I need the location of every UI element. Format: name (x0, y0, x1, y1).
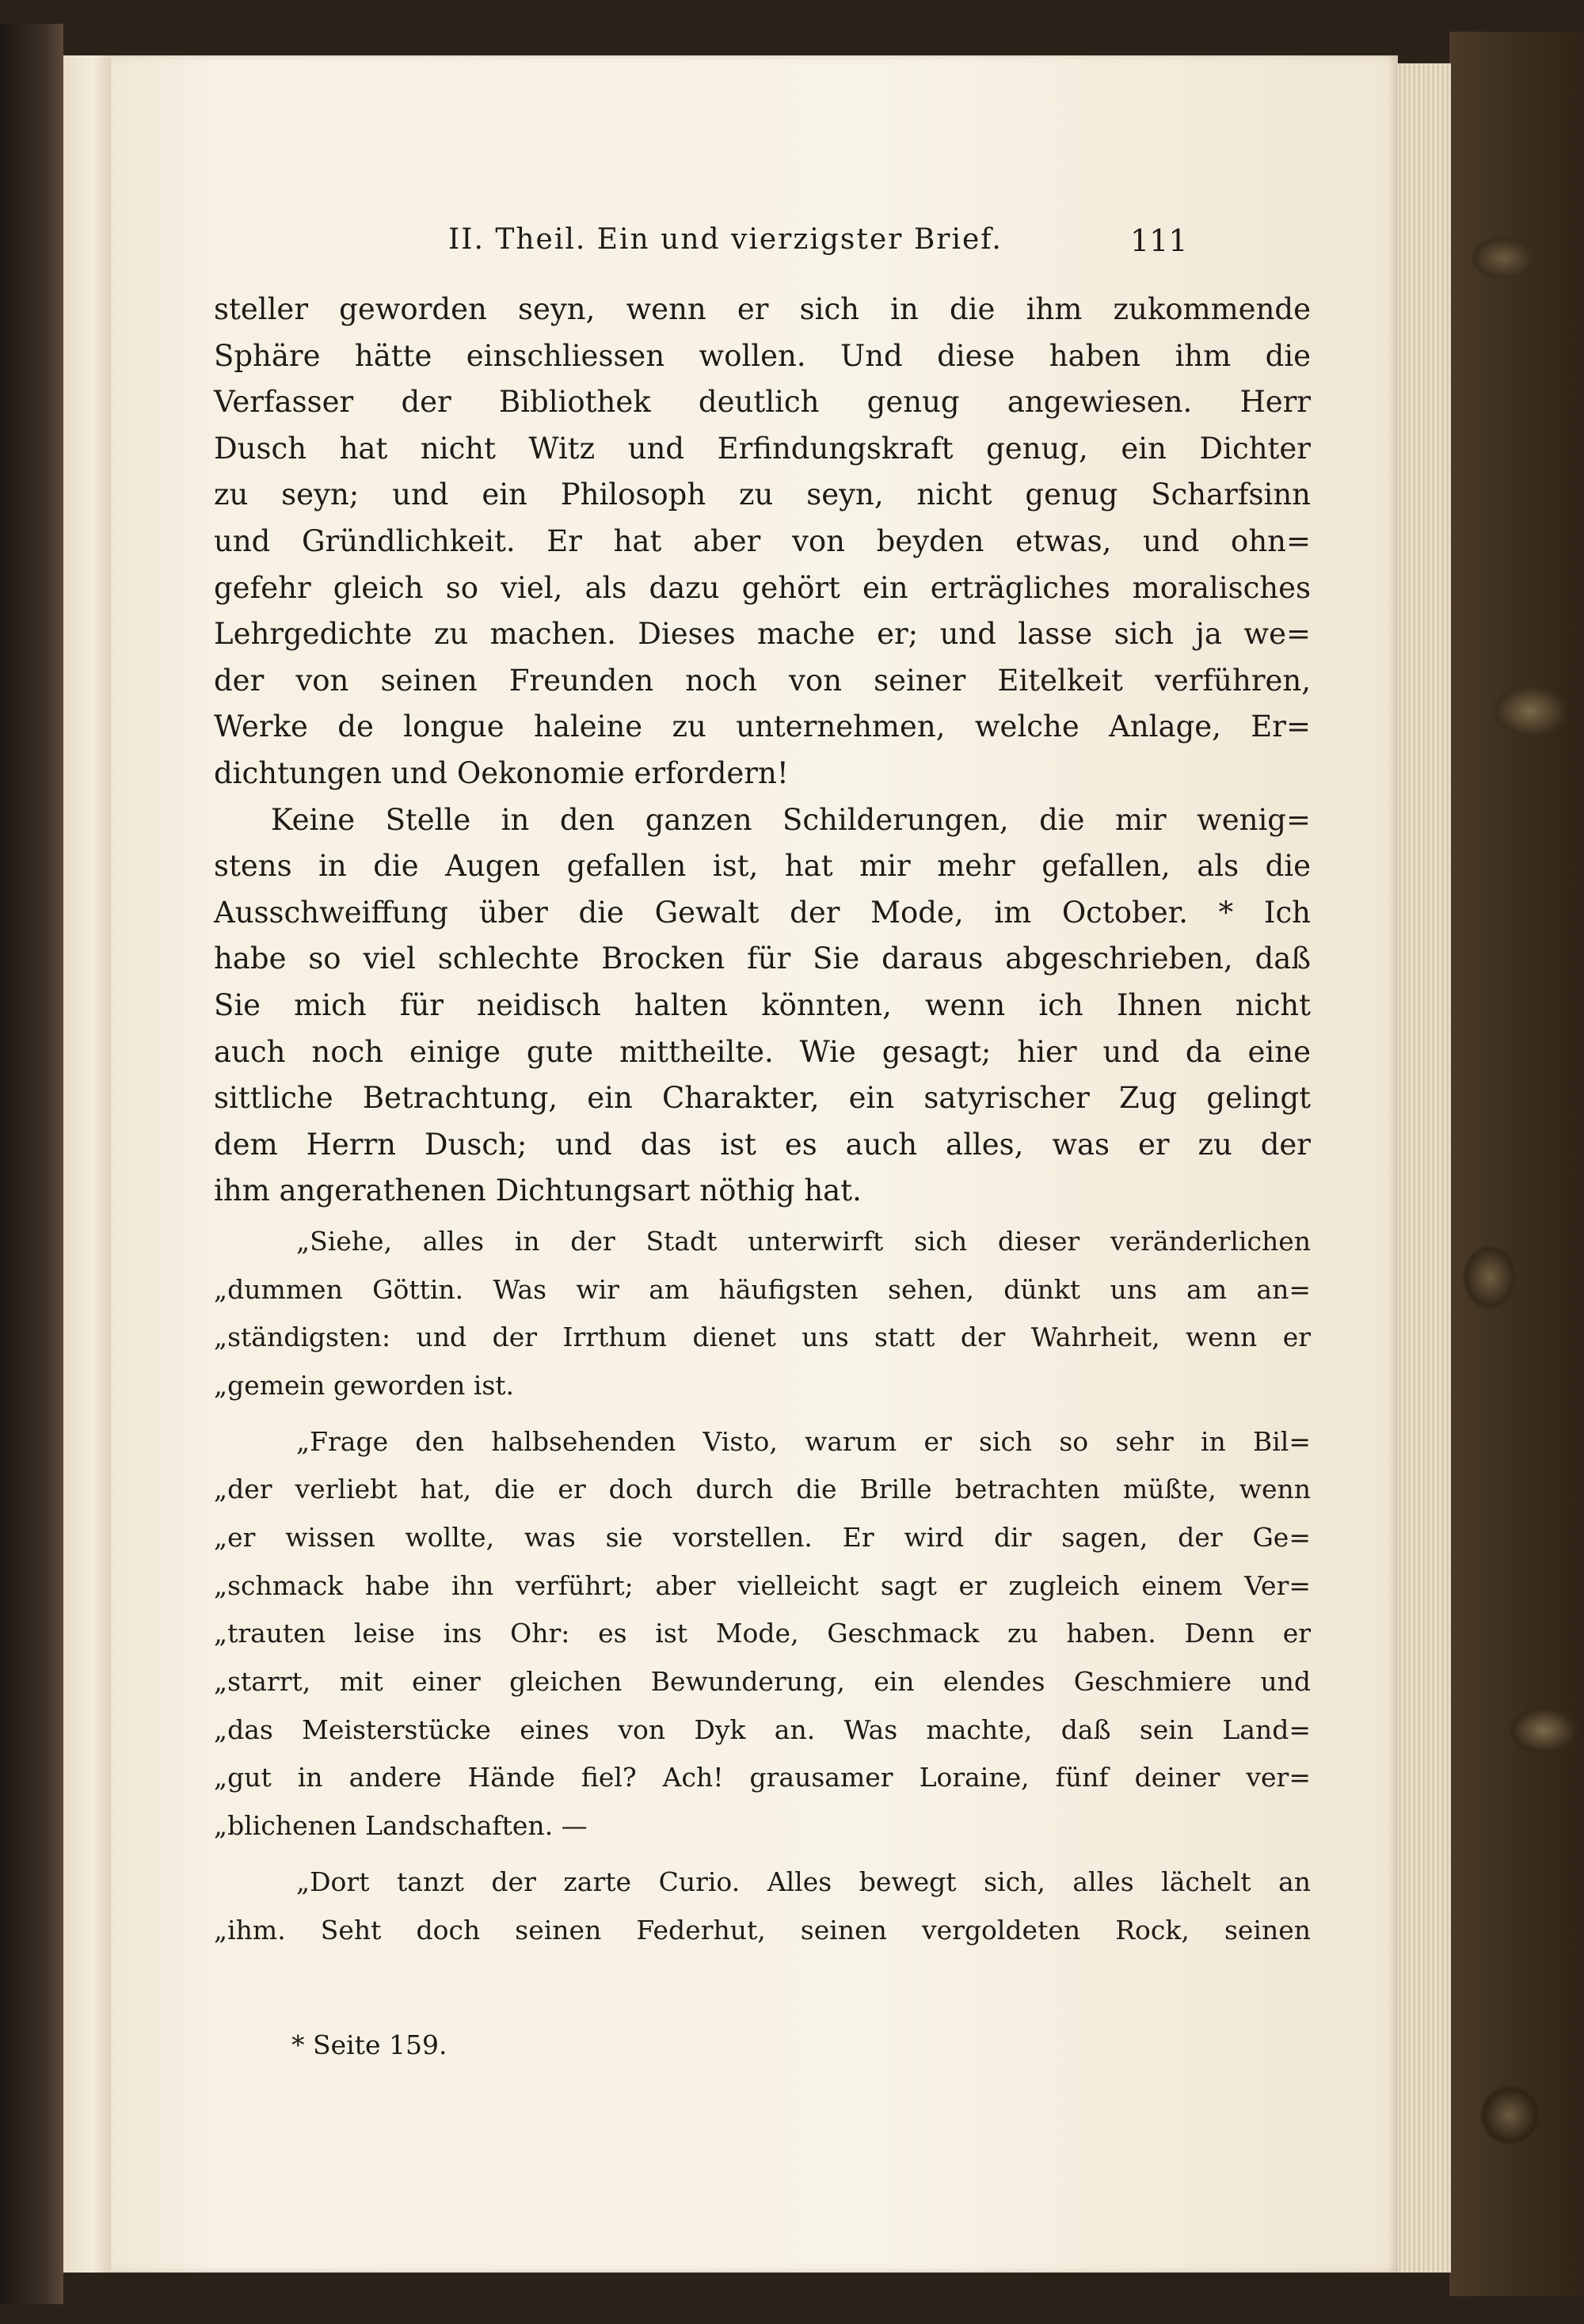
quote-line: „der verliebt hat, die er doch durch die Brille betrachten müßte, wenn (214, 1474, 1311, 1505)
quote-line: „ihm. Seht doch seinen Federhut, seinen vergoldeten Rock, seinen (214, 1914, 1311, 1946)
facing-page-edge (63, 55, 114, 2273)
text-line: zu seyn; und ein Philosoph zu seyn, nicht genug Scharfsinn (214, 477, 1311, 512)
quote-line: „er wissen wollte, was sie vorstellen. Er wird dir sagen, der Ge= (214, 1522, 1311, 1553)
quote-line: „gut in andere Hände fiel? Ach! grausamer Loraine, fünf deiner ver= (214, 1762, 1311, 1793)
text-line: Lehrgedichte zu machen. Dieses mache er; und lasse sich ja we= (214, 617, 1311, 652)
book-page (111, 55, 1398, 2273)
quotation (214, 1218, 1311, 1410)
text-line: steller geworden seyn, wenn er sich in die ihm zukommende (214, 292, 1311, 326)
text-line: habe so viel schlechte Brocken für Sie daraus abgeschrieben, daß (214, 941, 1311, 976)
text-line: stens in die Augen gefallen ist, hat mir mehr gefallen, als die (214, 849, 1311, 884)
book-cover-left (0, 24, 63, 2304)
marbled-cover-right (1449, 32, 1584, 2296)
quote-line: „starrt, mit einer gleichen Bewunderung, ein elendes Geschmiere und (214, 1666, 1311, 1698)
page-edges (1394, 63, 1451, 2273)
quote-line: „blichenen Landschaften. — (214, 1810, 588, 1842)
quote-line: „Siehe, alles in der Stadt unterwirft sich dieser veränderlichen (296, 1225, 1311, 1257)
text-line: und Gründlichkeit. Er hat aber von beyden etwas, und ohn= (214, 523, 1311, 558)
text-line: der von seinen Freunden noch von seiner Eitelkeit verführen, (214, 663, 1311, 698)
text-line: gefehr gleich so viel, als dazu gehört ein erträgliches moralisches (214, 570, 1311, 605)
text-line: ihm angerathenen Dichtungsart nöthig hat. (214, 1173, 862, 1208)
quote-line: „gemein geworden ist. (214, 1369, 515, 1401)
text-line: Ausschweiffung über die Gewalt der Mode, im October. * Ich (214, 895, 1311, 930)
quotation (214, 1418, 1311, 1850)
running-head-title: II. Theil. Ein und vierzigster Brief. (448, 223, 1003, 256)
text-line: sittliche Betrachtung, ein Charakter, ein satyrischer Zug gelingt (214, 1081, 1311, 1116)
text-line: Sphäre hätte einschliessen wollen. Und diese haben ihm die (214, 338, 1311, 373)
quote-line: „Frage den halbsehenden Visto, warum er sich so sehr in Bil= (296, 1425, 1311, 1457)
paragraph (214, 287, 1311, 797)
running-head (111, 223, 1398, 271)
quotation (214, 1858, 1311, 1954)
paragraph (214, 797, 1311, 1215)
text-line: Dusch hat nicht Witz und Erfindungskraft genug, ein Dichter (214, 431, 1311, 466)
text-line: Verfasser der Bibliothek deutlich genug angewiesen. Herr (214, 385, 1311, 420)
quote-line: „ständigsten: und der Irrthum dienet uns statt der Wahrheit, wenn er (214, 1322, 1311, 1353)
footnote: * Seite 159. (291, 2029, 447, 2060)
text-line: Sie mich für neidisch halten könnten, wenn ich Ihnen nicht (214, 987, 1311, 1022)
text-line: Werke de longue haleine zu unternehmen, welche Anlage, Er= (214, 709, 1311, 744)
page-number: 111 (1130, 223, 1188, 258)
text-line: Keine Stelle in den ganzen Schilderungen, die mir wenig= (271, 802, 1311, 837)
body-text (214, 287, 1311, 1954)
text-line: dichtungen und Oekonomie erfordern! (214, 755, 789, 790)
text-line: dem Herrn Dusch; und das ist es auch alles, was er zu der (214, 1127, 1311, 1162)
quote-line: „Dort tanzt der zarte Curio. Alles bewegt sich, alles lächelt an (296, 1866, 1311, 1897)
quote-line: „trauten leise ins Ohr: es ist Mode, Geschmack zu haben. Denn er (214, 1618, 1311, 1649)
quote-line: „schmack habe ihn verführt; aber vielleicht sagt er zugleich einem Ver= (214, 1569, 1311, 1601)
quote-line: „dummen Göttin. Was wir am häufigsten sehen, dünkt uns am an= (214, 1273, 1311, 1305)
text-line: auch noch einige gute mittheilte. Wie gesagt; hier und da eine (214, 1034, 1311, 1069)
quote-line: „das Meisterstücke eines von Dyk an. Was machte, daß sein Land= (214, 1714, 1311, 1745)
